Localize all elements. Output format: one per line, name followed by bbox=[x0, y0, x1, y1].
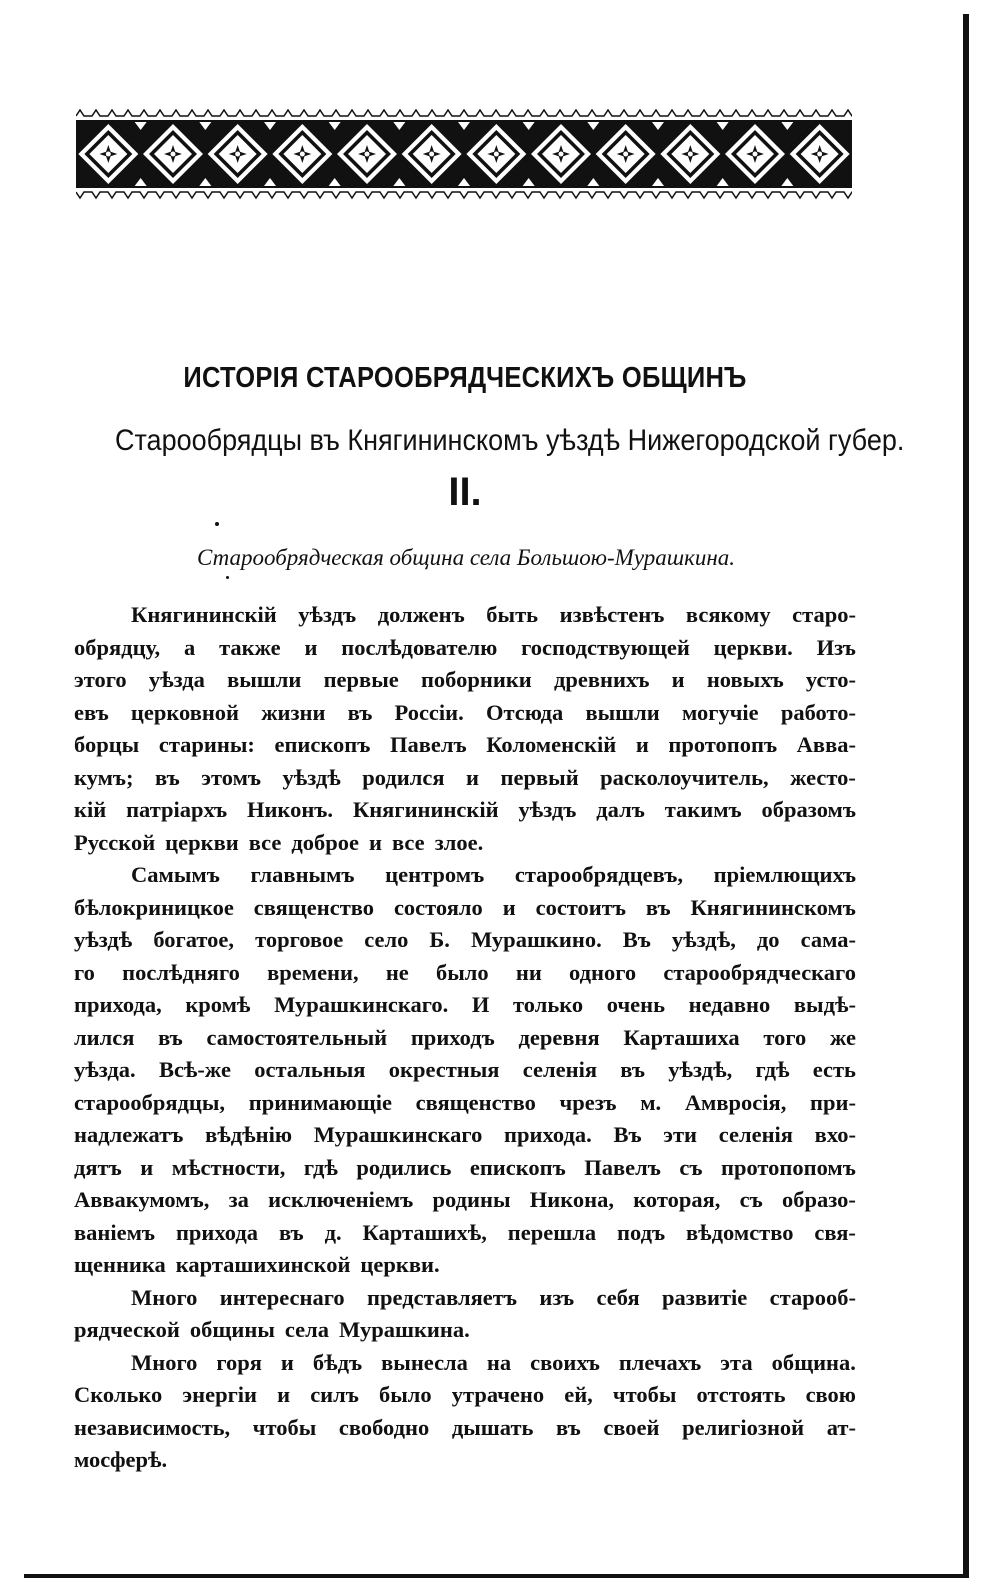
section-heading: Старообрядческая община села Большою-Мурашкина. bbox=[196, 545, 736, 570]
ornamental-border bbox=[76, 108, 852, 200]
part-number: II. bbox=[448, 470, 482, 514]
text-line: борцы старины: епископъ Павелъ Коломенскій и протопопъ Авва- bbox=[74, 732, 856, 757]
text-line: кій патріархъ Никонъ. Княгининскій уѣздъ далъ такимъ образомъ bbox=[74, 797, 856, 822]
text-line: Сколько энергіи и силъ было утрачено ей, чтобы отстоять свою bbox=[74, 1382, 856, 1407]
body-text bbox=[74, 599, 856, 1477]
text-line: Аввакумомъ, за исключеніемъ родины Никона, которая, съ образо- bbox=[74, 1187, 856, 1212]
text-line: независимость, чтобы свободно дышать въ своей религіозной ат- bbox=[74, 1414, 856, 1440]
document-title: ИСТОРІЯ СТАРООБРЯДЧЕСКИХЪ ОБЩИНЪ bbox=[183, 362, 747, 394]
text-line: ваніемъ прихода въ д. Карташихѣ, перешла подъ вѣдомство свя- bbox=[74, 1219, 856, 1245]
text-line: дятъ и мѣстности, гдѣ родились епископъ Павелъ съ протопопомъ bbox=[74, 1154, 856, 1180]
text-line: Русской церкви все доброе и все злое. bbox=[74, 829, 484, 855]
text-line: кумъ; въ этомъ уѣздѣ родился и первый расколоучитель, жесто- bbox=[74, 764, 856, 790]
text-line: щенника карташихинской церкви. bbox=[74, 1252, 440, 1277]
text-line: бѣлокриницкое священство состояло и состоитъ въ Княгининскомъ bbox=[74, 894, 856, 920]
text-line: этого уѣзда вышли первые поборники древнихъ и новыхъ усто- bbox=[74, 667, 856, 692]
text-line: прихода, кромѣ Мурашкинскаго. И только очень недавно выдѣ- bbox=[74, 992, 856, 1017]
text-line: уѣзда. Всѣ-же остальныя окрестныя селенія въ уѣздѣ, гдѣ есть bbox=[74, 1057, 856, 1082]
text-line: Много интереснаго представляетъ изъ себя развитіе старооб- bbox=[131, 1284, 856, 1310]
text-line: го послѣдняго времени, не было ни одного старообрядческаго bbox=[74, 959, 856, 985]
text-line: мосферѣ. bbox=[74, 1447, 168, 1472]
text-line: надлежатъ вѣдѣнію Мурашкинскаго прихода. Въ эти селенія вхо- bbox=[74, 1122, 856, 1147]
text-line: обрядцу, а также и послѣдователю господствующей церкви. Изъ bbox=[74, 634, 856, 660]
print-speck bbox=[215, 522, 219, 526]
text-line: рядческой общины села Мурашкина. bbox=[74, 1317, 470, 1342]
page-edge-rule-right bbox=[963, 14, 969, 1576]
document-subtitle: Старообрядцы въ Княгининскомъ уѣздѣ Нижегородской губер. bbox=[115, 424, 905, 457]
print-speck bbox=[226, 576, 229, 579]
page-edge-rule-bottom bbox=[24, 1574, 969, 1578]
text-line: уѣздѣ богатое, торговое село Б. Мурашкино. Въ уѣздѣ, до сама- bbox=[74, 927, 856, 952]
text-line: Много горя и бѣдъ вынесла на своихъ плечахъ эта община. bbox=[131, 1349, 856, 1375]
text-line: лился въ самостоятельный приходъ деревня Карташиха того же bbox=[74, 1024, 856, 1050]
text-line: евъ церковной жизни въ Россіи. Отсюда вышли могучіе работо- bbox=[74, 699, 856, 725]
text-line: Княгининскій уѣздъ долженъ быть извѣстенъ всякому старо- bbox=[131, 602, 856, 627]
text-line: старообрядцы, принимающіе священство чрезъ м. Амвросія, при- bbox=[74, 1089, 856, 1115]
text-line: Самымъ главнымъ центромъ старообрядцевъ, пріемлющихъ bbox=[131, 862, 856, 887]
